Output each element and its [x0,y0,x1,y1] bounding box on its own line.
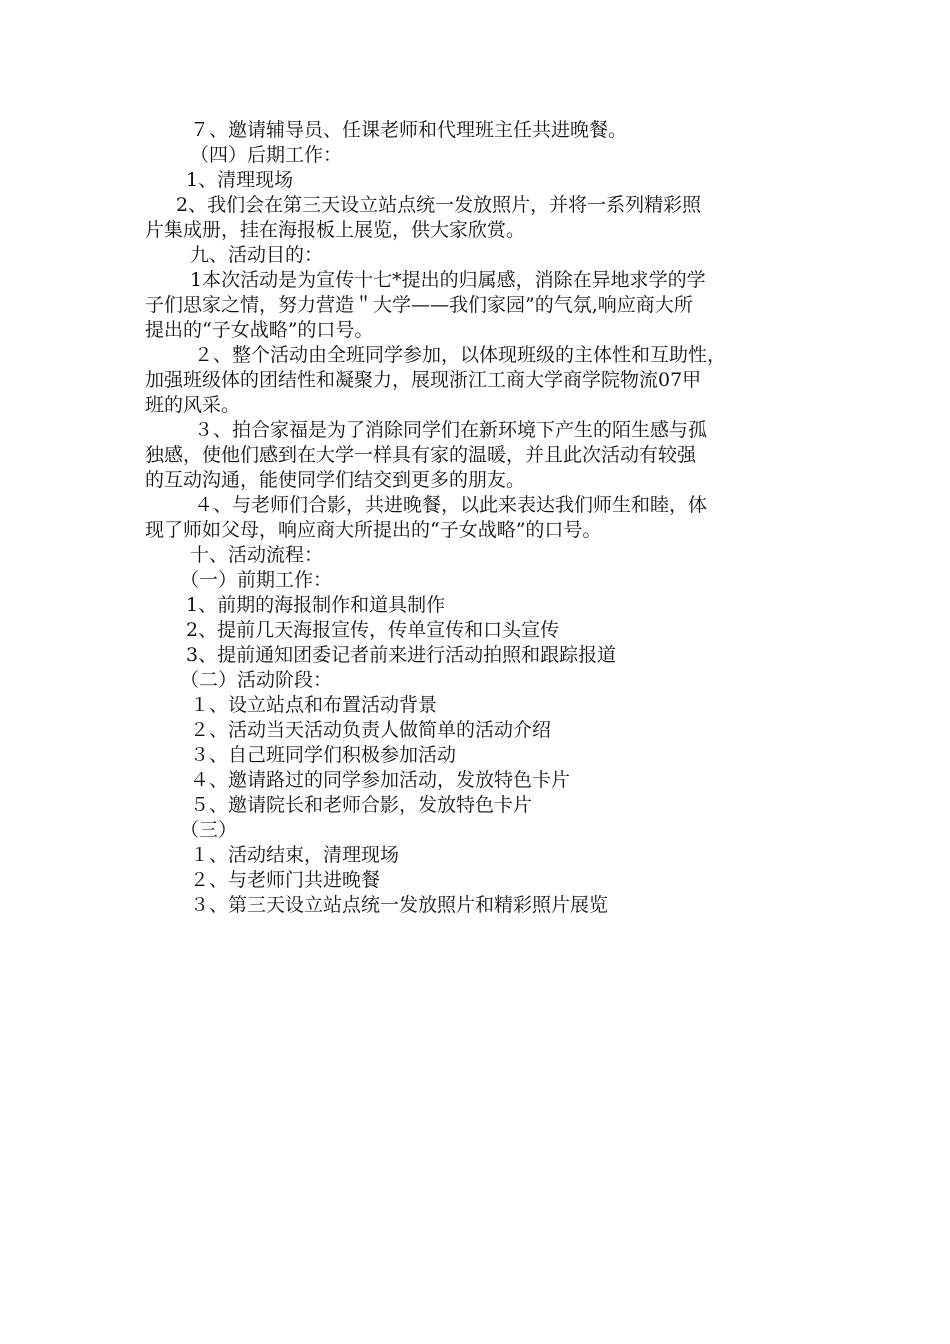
section-heading: （二）活动阶段： [180,669,333,691]
list-item: 3、提前通知团委记者前来进行活动拍照和跟踪报道 [186,644,617,666]
list-item: ３、第三天设立站点统一发放照片和精彩照片展览 [190,894,609,916]
section-heading: 十、活动流程： [190,544,324,566]
list-item: ５、邀请院长和老师合影，发放特色卡片 [190,794,533,816]
text-line: 1本次活动是为宣传十七*提出的归属感，消除在异地求学的学 [190,269,706,291]
section-heading: 九、活动目的： [190,244,324,266]
text-line: 现了师如父母，响应商大所提出的“子女战略”的口号。 [145,519,602,541]
list-item: 1、前期的海报制作和道具制作 [186,594,446,616]
list-item: １、活动结束，清理现场 [190,844,400,866]
text-line: 子们思家之情，努力营造＂大学——我们家园”的气氛,响应商大所 [145,294,693,316]
document-body [0,118,950,918]
list-item: ２、活动当天活动负责人做简单的活动介绍 [190,719,552,741]
text-line: 1、清理现场 [186,169,294,191]
list-item: ２、与老师门共进晚餐 [190,869,381,891]
text-line: 片集成册，挂在海报板上展览，供大家欣赏。 [145,219,526,241]
text-line: 班的风采。 [145,394,241,416]
text-line: 加强班级体的团结性和凝聚力，展现浙江工商大学商学院物流07甲 [145,369,702,391]
text-line: ２、整个活动由全班同学参加，以体现班级的主体性和互助性， [194,344,727,366]
section-heading: （三） [180,819,238,841]
list-item: ４、邀请路过的同学参加活动，发放特色卡片 [190,769,571,791]
list-item: ３、自己班同学们积极参加活动 [190,744,457,766]
text-line: 独感，使他们感到在大学一样具有家的温暖，并且此次活动有较强 [145,444,697,466]
list-item: １、设立站点和布置活动背景 [190,694,438,716]
text-line: ３、拍合家福是为了消除同学们在新环境下产生的陌生感与孤 [194,419,708,441]
section-heading: （一）前期工作： [180,569,333,591]
section-heading: （四）后期工作： [190,144,343,166]
text-line: ４、与老师们合影，共进晚餐，以此来表达我们师生和睦，体 [194,494,708,516]
list-item: 2、提前几天海报宣传，传单宣传和口头宣传 [186,619,560,641]
text-line: ７、邀请辅导员、任课老师和代理班主任共进晚餐。 [190,119,628,141]
text-line: 的互动沟通，能使同学们结交到更多的朋友。 [145,469,526,491]
text-line: 提出的“子女战略”的口号。 [145,319,374,341]
text-line: 2、我们会在第三天设立站点统一发放照片，并将一系列精彩照 [176,194,702,216]
